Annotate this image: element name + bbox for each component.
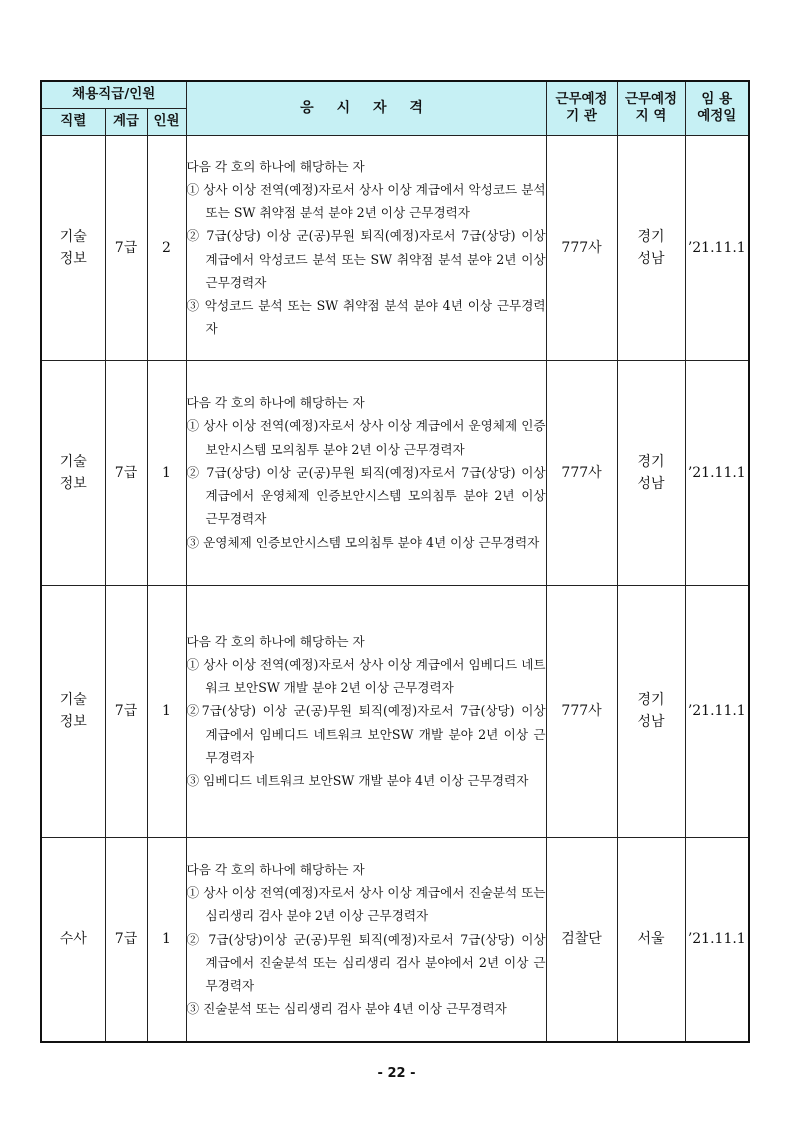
header-qualification: 응 시 자 격: [186, 81, 546, 135]
position-cell: [41, 135, 105, 360]
recruitment-table: [40, 80, 750, 1043]
header-region: [617, 81, 685, 135]
date-cell: ’21.11.1: [685, 837, 749, 1042]
region-line1: 경기: [637, 453, 665, 470]
qualification-cell: [186, 360, 546, 585]
header-region-line2: 지 역: [635, 108, 667, 125]
header-count: 인원: [147, 108, 186, 135]
region-cell: [617, 837, 685, 1042]
region-line1: 경기: [637, 692, 665, 708]
qualification-cell: [186, 837, 546, 1042]
agency-cell: 777사: [546, 135, 617, 360]
position-cell: [41, 585, 105, 837]
qualification-item: ② 7급(상당) 이상 군(공)무원 퇴직(예정)자로서 7급(상당) 이상 계급에서 운영체제 인증보안시스템 모의침투 분야 2년 이상 근무경력자: [186, 464, 546, 527]
qualification-intro: 다음 각 호의 하나에 해당하는 자: [186, 633, 365, 649]
table-row: [41, 585, 749, 837]
position-line1: 기술: [59, 228, 87, 245]
region-line1: 경기: [637, 228, 665, 245]
header-date-line1: 임 용: [701, 91, 733, 108]
qualification-item: ③ 운영체제 인증보안시스템 모의침투 분야 4년 이상 근무경력자: [186, 534, 540, 550]
qualification-item: ②7급(상당) 이상 군(공)무원 퇴직(예정)자로서 7급(상당) 이상 계급에서 임베디드 네트워크 보안SW 개발 분야 2년 이상 근무경력자: [186, 703, 546, 765]
region-line1: 서울: [637, 931, 665, 948]
position-cell: [41, 360, 105, 585]
position-line1: 수사: [59, 931, 87, 948]
grade-cell: 7급: [105, 585, 147, 837]
count-cell: 1: [147, 585, 186, 837]
qualification-cell: [186, 135, 546, 360]
count-cell: 1: [147, 360, 186, 585]
page-number: - 22 -: [377, 1066, 416, 1081]
header-grade-personnel: 채용직급/인원: [41, 81, 186, 108]
table-row: [41, 135, 749, 360]
position-line1: 기술: [59, 453, 87, 470]
position-line2: 정보: [59, 475, 87, 492]
date-cell: ’21.11.1: [685, 135, 749, 360]
qualification-intro: 다음 각 호의 하나에 해당하는 자: [186, 862, 365, 878]
region-line2: 성남: [637, 714, 665, 730]
header-date: [685, 81, 749, 135]
table-row: [41, 837, 749, 1042]
region-cell: [617, 360, 685, 585]
position-cell: [41, 837, 105, 1042]
agency-cell: 777사: [546, 585, 617, 837]
position-line2: 정보: [59, 250, 87, 267]
region-cell: [617, 135, 685, 360]
table-row: [41, 360, 749, 585]
qualification-cell: [186, 585, 546, 837]
header-grade: 계급: [105, 108, 147, 135]
agency-cell: 검찰단: [546, 837, 617, 1042]
region-line2: 성남: [637, 250, 665, 267]
region-line2: 성남: [637, 475, 665, 492]
grade-cell: 7급: [105, 837, 147, 1042]
qualification-intro: 다음 각 호의 하나에 해당하는 자: [186, 158, 365, 174]
qualification-item: ③ 진술분석 또는 심리생리 검사 분야 4년 이상 근무경력자: [186, 1001, 507, 1017]
header-agency: [546, 81, 617, 135]
qualification-item: ② 7급(상당) 이상 군(공)무원 퇴직(예정)자로서 7급(상당) 이상 계급에서 악성코드 분석 또는 SW 취약점 분석 분야 2년 이상 근무경력자: [186, 228, 546, 290]
qualification-item: ② 7급(상당)이상 군(공)무원 퇴직(예정)자로서 7급(상당) 이상 계급에서 진술분석 또는 심리생리 검사 분야에서 2년 이상 근무경력자: [186, 931, 546, 994]
header-position: 직렬: [41, 108, 105, 135]
qualification-item: ③ 악성코드 분석 또는 SW 취약점 분석 분야 4년 이상 근무경력자: [186, 297, 546, 337]
date-cell: ’21.11.1: [685, 585, 749, 837]
qualification-item: ① 상사 이상 전역(예정)자로서 상사 이상 계급에서 임베디드 네트워크 보안SW 개발 분야 2년 이상 근무경력자: [186, 656, 546, 696]
agency-cell: 777사: [546, 360, 617, 585]
position-line2: 정보: [59, 714, 87, 730]
region-cell: [617, 585, 685, 837]
header-agency-line2: 기 관: [566, 108, 597, 125]
header-agency-line1: 근무예정: [555, 91, 608, 108]
grade-cell: 7급: [105, 135, 147, 360]
qualification-item: ③ 임베디드 네트워크 보안SW 개발 분야 4년 이상 근무경력자: [186, 773, 529, 788]
position-line1: 기술: [59, 692, 87, 708]
header-region-line1: 근무예정: [624, 91, 678, 108]
qualification-item: ① 상사 이상 전역(예정)자로서 상사 이상 계급에서 진술분석 또는 심리생리 검사 분야 2년 이상 근무경력자: [186, 885, 546, 924]
qualification-item: ① 상사 이상 전역(예정)자로서 상사 이상 계급에서 악성코드 분석 또는 SW 취약점 분석 분야 2년 이상 근무경력자: [186, 181, 546, 221]
count-cell: 1: [147, 837, 186, 1042]
qualification-intro: 다음 각 호의 하나에 해당하는 자: [186, 395, 365, 411]
qualification-item: ① 상사 이상 전역(예정)자로서 상사 이상 계급에서 운영체제 인증보안시스템 모의침투 분야 2년 이상 근무경력자: [186, 418, 546, 457]
header-date-line2: 예정일: [697, 108, 737, 125]
date-cell: ’21.11.1: [685, 360, 749, 585]
grade-cell: 7급: [105, 360, 147, 585]
count-cell: 2: [147, 135, 186, 360]
